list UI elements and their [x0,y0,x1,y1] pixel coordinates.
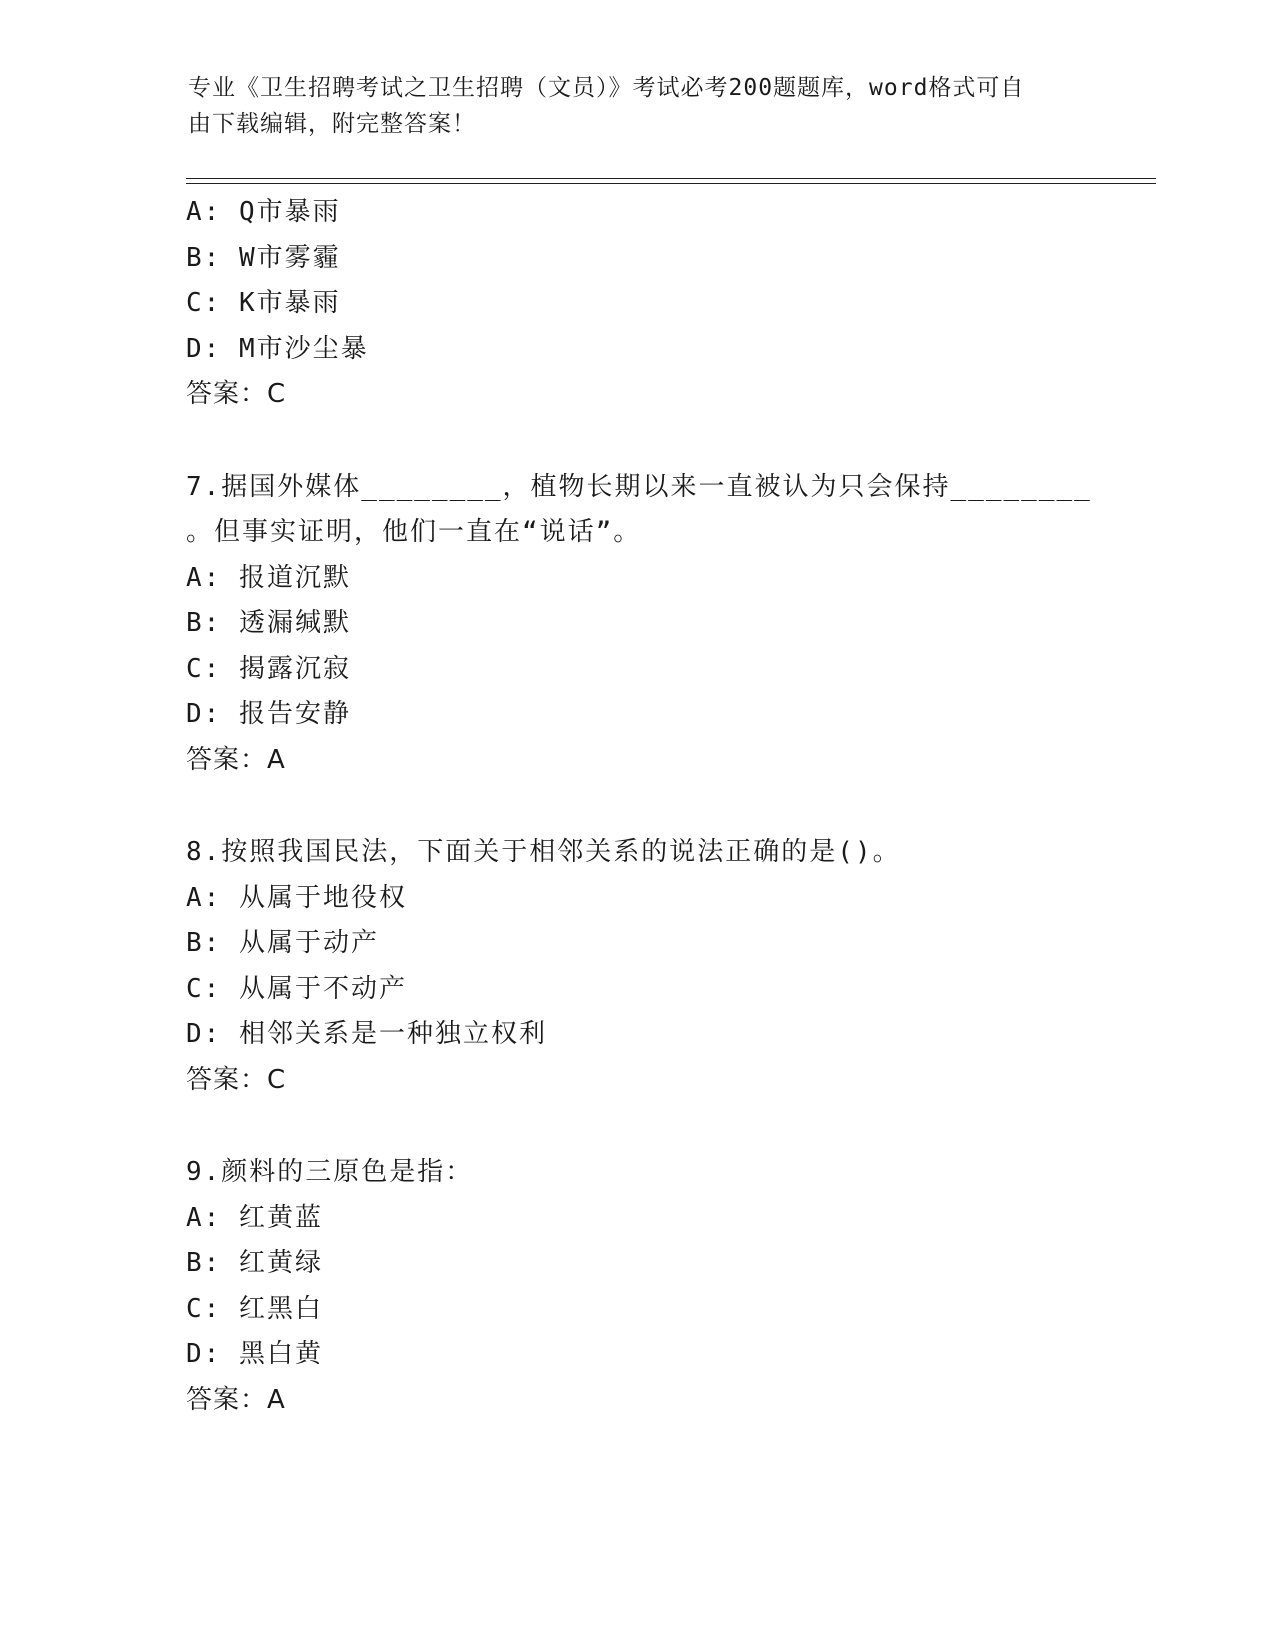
q8-stem: 8.按照我国民法，下面关于相邻关系的说法正确的是()。 [186,837,901,867]
document-header [188,70,1068,142]
q9-option-d: D: 黑白黄 [186,1339,323,1369]
q6-option-c: C: K市暴雨 [186,288,341,318]
question-9 [186,1150,1146,1423]
q7-option-b: B: 透漏缄默 [186,608,351,638]
header-rule-top [186,178,1156,179]
header-line-1: 专业《卫生招聘考试之卫生招聘（文员）》考试必考200题题库，word格式可自 [188,75,1025,101]
spacer [186,418,1146,465]
q7-option-d: D: 报告安静 [186,699,351,729]
q8-option-b: B: 从属于动产 [186,928,379,958]
q9-option-b: B: 红黄绿 [186,1248,323,1278]
q9-option-a: A: 红黄蓝 [186,1202,323,1233]
q6-answer: 答案：C [186,379,287,409]
q7-stem-line-1: 7.据国外媒体________，植物长期以来一直被认为只会保持________ [186,471,1092,502]
q6-option-b: B: W市雾霾 [186,242,341,273]
q7-stem-line-2: 。但事实证明，他们一直在“说话”。 [186,517,642,547]
q6-option-d: D: M市沙尘暴 [186,333,369,364]
q9-answer: 答案：A [186,1384,286,1415]
question-6 [186,190,1146,418]
q8-option-d: D: 相邻关系是一种独立权利 [186,1019,547,1049]
spacer [186,1103,1146,1150]
q7-option-c: C: 揭露沉寂 [186,653,351,684]
q8-option-c: C: 从属于不动产 [186,973,407,1004]
spacer [186,783,1146,830]
q9-option-c: C: 红黑白 [186,1293,323,1324]
q7-answer: 答案：A [186,744,286,775]
q8-answer: 答案：C [186,1064,287,1095]
question-list [186,190,1146,1423]
question-7 [186,465,1146,784]
q8-option-a: A: 从属于地役权 [186,882,407,913]
q9-stem: 9.颜料的三原色是指： [186,1157,474,1187]
header-rule-bottom [186,183,1156,184]
question-8 [186,830,1146,1103]
q7-option-a: A: 报道沉默 [186,562,351,593]
q6-option-a: A: Q市暴雨 [186,197,341,227]
header-line-2: 由下载编辑，附完整答案！ [188,111,476,137]
